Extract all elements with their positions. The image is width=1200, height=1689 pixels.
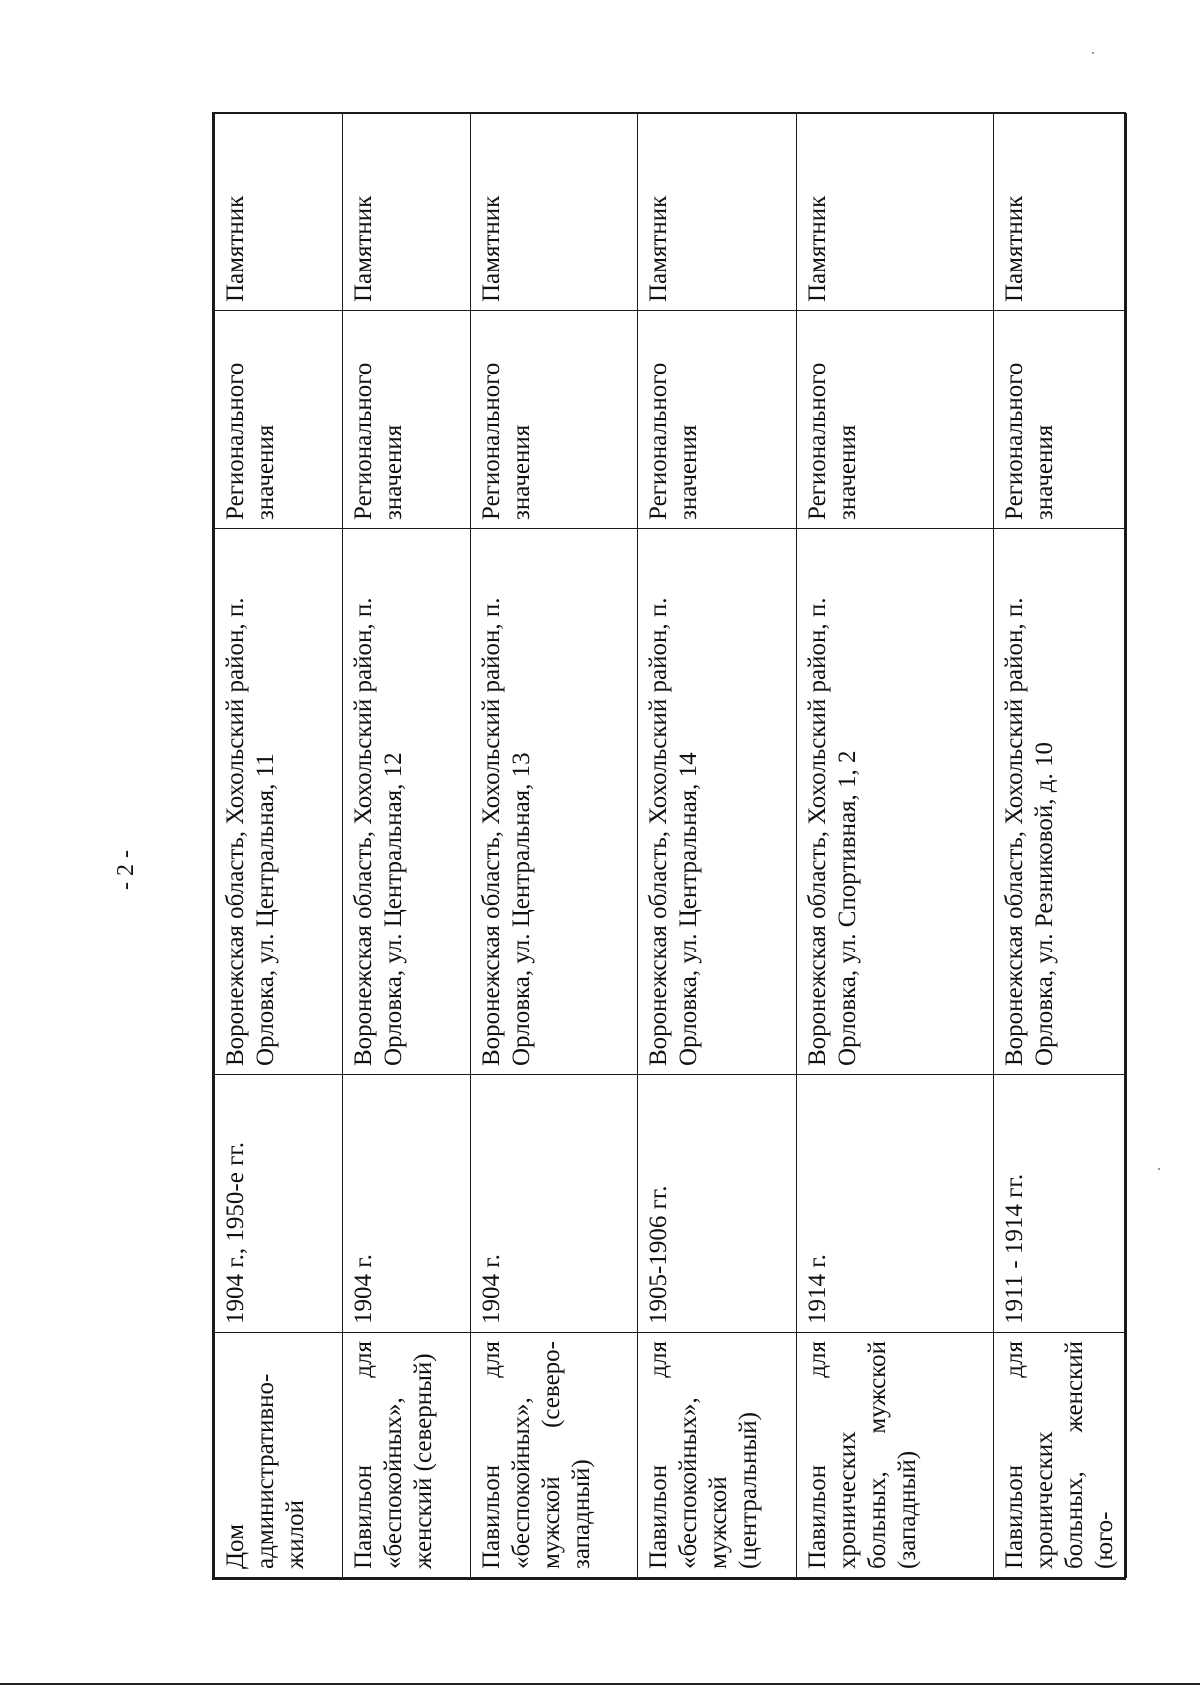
category-cell: Регионального значения [343, 311, 471, 529]
object-name-cell: Павильон для «беспокойных», женский (северный) [343, 1333, 471, 1578]
address-cell: Воронежская область, Хохольский район, п. Орловка, ул. Центральная, 12 [343, 529, 471, 1075]
type-cell: Памятник [797, 114, 994, 311]
table-row [638, 114, 797, 1578]
object-name-cell: Павильон для «беспокойных», мужской (центральный) [638, 1333, 797, 1578]
category-cell: Регионального значения [471, 311, 638, 529]
scan-speck [1158, 1168, 1160, 1170]
date-cell: 1914 г. [797, 1075, 994, 1333]
page-number: - 2 - [113, 850, 139, 890]
date-cell: 1904 г. [343, 1075, 471, 1333]
type-cell: Памятник [638, 114, 797, 311]
address-cell: Воронежская область, Хохольский район, п. Орловка, ул. Резниковой, д. 10 [994, 529, 1127, 1075]
category-cell: Регионального значения [994, 311, 1127, 529]
scan-edge-line [0, 1683, 1200, 1685]
date-cell: 1905-1906 гг. [638, 1075, 797, 1333]
scan-speck [1092, 52, 1094, 54]
address-cell: Воронежская область, Хохольский район, п. Орловка, ул. Центральная, 11 [215, 529, 343, 1075]
heritage-objects-table [214, 113, 1127, 1578]
category-cell: Регионального значения [215, 311, 343, 529]
date-cell: 1911 - 1914 гг. [994, 1075, 1127, 1333]
type-cell: Памятник [471, 114, 638, 311]
type-cell: Памятник [215, 114, 343, 311]
table-row [343, 114, 471, 1578]
category-cell: Регионального значения [797, 311, 994, 529]
object-name-cell: Павильон для хронических больных, женский (юго- [994, 1333, 1127, 1578]
table-row [215, 114, 343, 1578]
address-cell: Воронежская область, Хохольский район, п. Орловка, ул. Центральная, 14 [638, 529, 797, 1075]
object-name-cell: Павильон для хронических больных, мужской (западный) [797, 1333, 994, 1578]
date-cell: 1904 г. [471, 1075, 638, 1333]
category-cell: Регионального значения [638, 311, 797, 529]
table-row [471, 114, 638, 1578]
table-row [994, 114, 1127, 1578]
address-cell: Воронежская область, Хохольский район, п. Орловка, ул. Центральная, 13 [471, 529, 638, 1075]
type-cell: Памятник [994, 114, 1127, 311]
address-cell: Воронежская область, Хохольский район, п. Орловка, ул. Спортивная, 1, 2 [797, 529, 994, 1075]
type-cell: Памятник [343, 114, 471, 311]
table-row [797, 114, 994, 1578]
object-name-cell: Павильон для «беспокойных», мужской (северо-западный) [471, 1333, 638, 1578]
object-name-cell: Дом административно-жилой [215, 1333, 343, 1578]
heritage-table-frame [212, 112, 1126, 1580]
date-cell: 1904 г., 1950-е гг. [215, 1075, 343, 1333]
